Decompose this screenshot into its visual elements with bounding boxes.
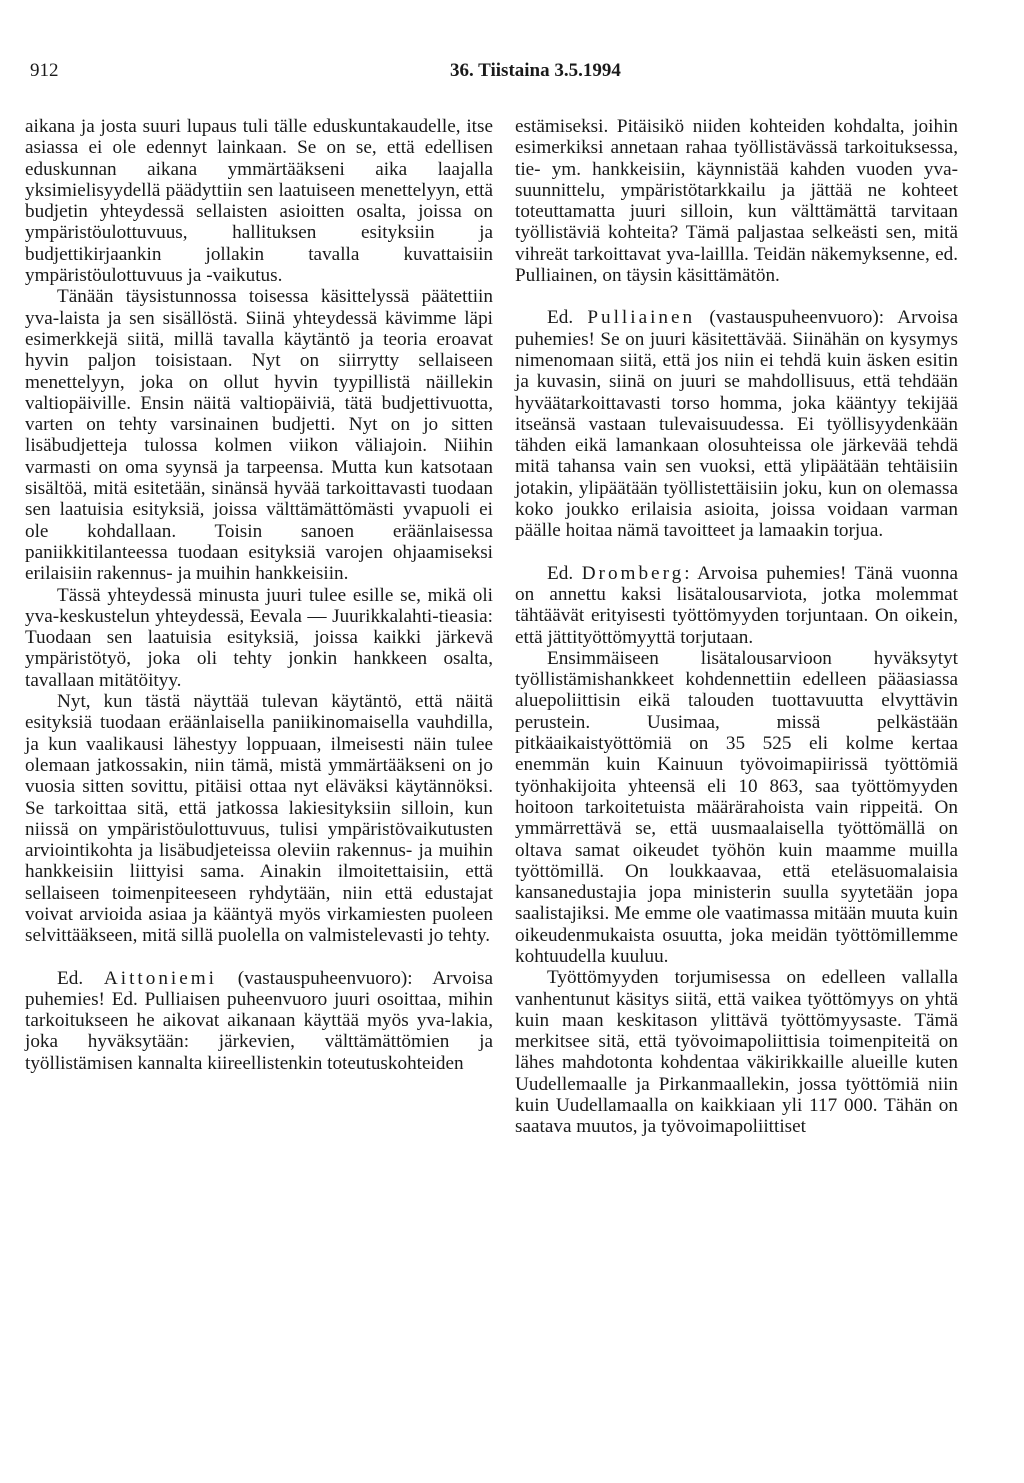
speech-paragraph: [515, 563, 958, 648]
speaker-prefix: Ed.: [547, 307, 588, 329]
speech-text: (vastauspuheenvuoro): Arvoisa puhemies! Se on juuri käsitettävää. Siinähän on kysymys nimenomaan siitä, että jos niin ei tehdä kuin äsken esitin ja kuvasin, siinä on juuri se mahdollisuus, että tehdään hyväätarkoittavasti torso homma, joka kääntyy tekijää itseänsä vastaan tulevaisuudessa. Ei työllisyydenkään tähden eikä lamankaan olosuhteissa ole järkevää tehdä mitä tahansa vain sen vuoksi, että ylipäätään tehtäisiin jotakin, ylipäätään työllistettäisiin joku, kun on olemassa koko joukko erilaisia asioita, joissa voidaan varman päälle hoitaa nämä tavoitteet ja lamaakin torjua.: [515, 307, 958, 542]
speaker-name: Dromberg: [581, 562, 685, 584]
speech-paragraph: [25, 968, 493, 1074]
speaker-prefix: Ed.: [57, 967, 104, 989]
speaker-name: Pulliainen: [587, 307, 696, 329]
right-column: [515, 116, 958, 1138]
page-header: [30, 60, 960, 86]
page-number: 912: [30, 60, 59, 81]
paragraph: aikana ja josta suuri lupaus tuli tälle eduskuntakaudelle, itse asiassa ei ole edennyt lainkaan. Se on se, että edellisen eduskunnan aikana ymmärtääkseni aika laajalla yksimielisyydellä päädyttiin sen laatuiseen menettelyyn, että budjetin yhteydessä sellaisten asioitten osalta, joissa on ympäristöulottuvuus, hallituksen esityksiin ja budjettikirjaankin jollakin tavalla kuvattaisiin ympäristöulottuvuus ja -vaikutus.: [25, 116, 493, 287]
speech-paragraph: [515, 307, 958, 541]
speaker-prefix: Ed.: [547, 562, 582, 584]
speech-text: : Arvoisa puhemies! Tänä vuonna on annettu kaksi lisätalousarviota, jotka molemmat tähtäävät erityisesti työttömyyden torjuntaan. On oikein, että jättityöttömyyttä torjutaan.: [515, 562, 958, 648]
speech-text: (vastauspuheenvuoro): Arvoisa puhemies! Ed. Pulliaisen puheenvuoro juuri osoittaa, mihin tarkoitukseen he aikovat aikanaan käyttää myös yva-lakia, joka hyväksytään: järkevien, välttämättömien ja työllistämisen kannalta kiireellistenkin toteutuskohteiden: [25, 967, 493, 1074]
issue-date: 36. Tiistaina 3.5.1994: [450, 60, 621, 81]
paragraph: Nyt, kun tästä näyttää tulevan käytäntö, että näitä esityksiä tuodaan eräänlaisella paniikinomaisella vauhdilla, ja kun vaalikausi lähestyy loppuaan, ilmeisesti näin tulee olemaan jatkossakin, niin tämä, mistä ymmärtääkseni on jo vuosia sitten sovittu, pitäisi ottaa nyt eläväksi käytännöksi. Se tarkoittaa sitä, että jatkossa lakiesityksiin silloin, kun niissä on ympäristöulottuvuus, tulisi ympäristövaikutusten arviointikohta ja lisäbudjeteissa oleviin rakennus- ja muihin hankkeisiin liittyisi sama. Ainakin ilmoitettaisiin, että sellaiseen toimenpiteeseen ryhdytään, niin että edustajat voivat arvioida asiaa ja kääntyä myös virkamiesten puoleen selvittääkseen, mitä sillä puolella on valmistelevasti jo tehty.: [25, 691, 493, 947]
paragraph: Tässä yhteydessä minusta juuri tulee esille se, mikä oli yva-keskustelun yhteydessä, Eevala — Juurikkalahti-tieasia: Tuodaan sen laatuisia esityksiä, joissa kaikki järkevä ympäristötyö, joka oli tehty jonkin hankkeen osalta, tavallaan mitätöityy.: [25, 584, 493, 691]
paragraph: Ensimmäiseen lisätalousarvioon hyväksytyt työllistämishankkeet kohdennettiin edelleen pääasiassa aluepoliittisin eikä talouden tuottavuutta elvyttävin perustein. Uusimaa, missä pelkästään pitkäaikaistyöttömiä on 35 525 eli kolme kertaa enemmän kuin Kainuun työvoimapiirissä työttömiä työnhakijoita yhteensä eli 10 863, saa työttömyyden hoitoon tarkoitetuista määrärahoista vain rippeitä. On ymmärrettävä se, että uusmaalaisella työttömällä on oltava samat oikeudet työhön kuin maamme muilla työttömillä. On loukkaavaa, että eteläsuomalaisia kansanedustajia jopa ministerin suulla syytetään jopa saalistajiksi. Me emme ole vaatimassa mitään muuta kuin oikeudenmukaista osuutta, joka meidän työttömillemme kohtuudella kuuluu.: [515, 647, 958, 967]
paragraph: Työttömyyden torjumisessa on edelleen vallalla vanhentunut käsitys siitä, että vaikea työttömyys on yhtä kuin maan keskitason ylittävä työttömyysaste. Tämä merkitsee sitä, että työvoimapoliittisia toimenpiteitä on lähes mahdotonta kohdentaa väkirikkaille alueille kuten Uudellemaalle ja Pirkanmaallekin, jossa työttömiä niin kuin Uudellamaalla on kaikkiaan yli 117 000. Tähän on saatava muutos, ja työvoimapoliittiset: [515, 967, 958, 1138]
paragraph: estämiseksi. Pitäisikö niiden kohteiden kohdalta, joihin esimerkiksi annetaan rahaa työllistävässä tarkoituksessa, tie- ym. hankkeisiin, käynnistää kahden vuoden yva-suunnittelu, ympäristötarkkailu ja jättää ne kohteet toteuttamatta juuri silloin, kun välttämättä tarvitaan työllistäviä kohteita? Tämä paljastaa selkeästi sen, mitä vihreät tarkoittavat yva-laillla. Teidän näkemyksenne, ed. Pulliainen, on täysin käsittämätön.: [515, 116, 958, 287]
left-column: [25, 116, 493, 1074]
paragraph: Tänään täysistunnossa toisessa käsittelyssä päätettiin yva-laista ja sen sisällöstä. Siinä yhteydessä kävimme läpi esimerkkejä siitä, millä tavalla käytäntö ja teoria eroavat hyvin paljon toisistaan. Nyt on siirrytty sellaiseen menettelyyn, joka on ollut hyvin tyypillistä näillekin valtiopäiville. Ensin näitä valtiopäiviä, tätä budjettivuotta, varten on tehty varsinainen budjetti. Nyt on jo sitten lisäbudjetteja tulossa kolmen viikon väliajoin. Niihin varmasti on oma syynsä ja tarpeensa. Mutta kun katsotaan sisältöä, mitä esitetään, sinänsä hyvää tarkoittavasti tuodaan sen laatuisia esityksiä, joissa välttämättömästi yvapuoli ei ole kohdallaan. Toisin sanoen eräänlaisessa paniikkitilanteessa tuodaan esityksiä varojen ohjaamiseksi erilaisiin rakennus- ja muihin hankkeisiin.: [25, 286, 493, 585]
speaker-name: Aittoniemi: [103, 967, 218, 989]
